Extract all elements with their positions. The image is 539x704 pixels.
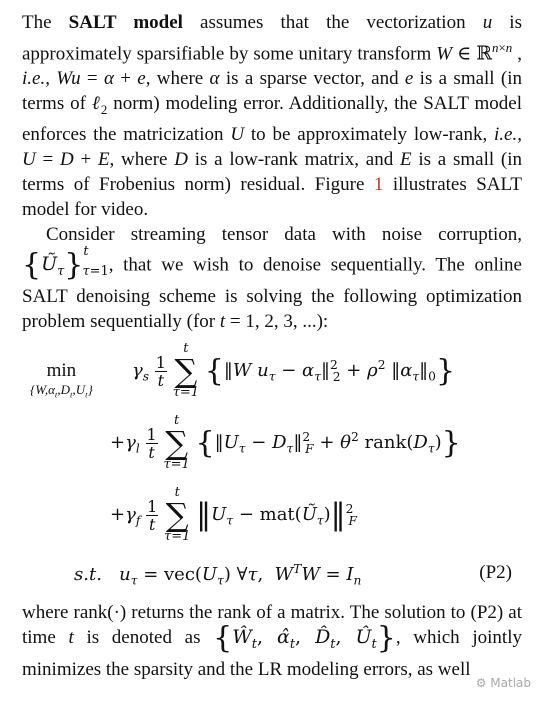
optimization-problem-p2	[22, 336, 522, 596]
equation-line-3: $+\gamma_f$ $\frac{1}{t}$ t ∑ τ=1 $‖U_\tau$ − $mat(Ũ_\tau)‖^2_F$	[110, 485, 357, 544]
tensor-sequence-math: $\{Ũ_\tau\}^t_{\tau=1}$	[22, 244, 109, 283]
equation-constraint: s.t. $u_\tau = vec(U_\tau)$ ∀τ, $W^TW = I_n$	[74, 562, 362, 588]
watermark-logo: ⚙ Matlab	[475, 676, 531, 690]
min-operator: min $\{W,\alpha_t,D_t,U_t\}$	[30, 360, 93, 400]
paragraph-solution: where rank(·) returns the rank of a matrix. The solution to (P2) at time t is denoted as {$Ŵ_t$, $\alphâ_t$, $D̂_t$, $Û_t$}, which jointly minimizes the sparsity and the LR modeling errors, as well	[22, 602, 522, 680]
equation-line-2: $+\gamma_l$ $\frac{1}{t}$ t ∑ τ=1 {$‖U_\tau$ − $D_\tau‖^2_F + \theta^2$ $rank(D_\tau)$}	[110, 413, 461, 472]
salt-model-bold: SALT model	[68, 12, 183, 33]
paragraph-streaming: Consider streaming tensor data with noise corruption, $\{Ũ_\tau\}^t_{\tau=1}$, that we wish to denoise sequentially. The online SALT denoising scheme is solving the following optimization problem sequentially (for t = 1, 2, 3, ...):	[22, 224, 522, 333]
paragraph-salt-model: The SALT model assumes that the vectorization u is approximately sparsifiable by some unitary transform W ∈ ℝ$^{n\times n}$ , i.e., Wu = α + e, where α is a sparse vector, and e is a small (in terms of ℓ$_2$ norm) modeling error. Additionally, the SALT model enforces the matricization U to be approximately low-rank, i.e., U = D + E, where D is a low-rank matrix, and E is a small (in terms of Frobenius norm) residual. Figure 1 illustrates SALT model for video.	[22, 12, 523, 221]
paper-body	[22, 10, 522, 334]
figure-reference-link[interactable]: 1	[373, 174, 384, 196]
equation-line-1: $\gamma_s$ $\frac{1}{t}$ t ∑ τ=1 {‖W $u_\tau$ − $\alpha_\tau‖^2_2 + \rho^2$ $‖\alpha_\tau‖_0$}	[132, 341, 456, 400]
equation-number: (P2)	[479, 562, 512, 583]
